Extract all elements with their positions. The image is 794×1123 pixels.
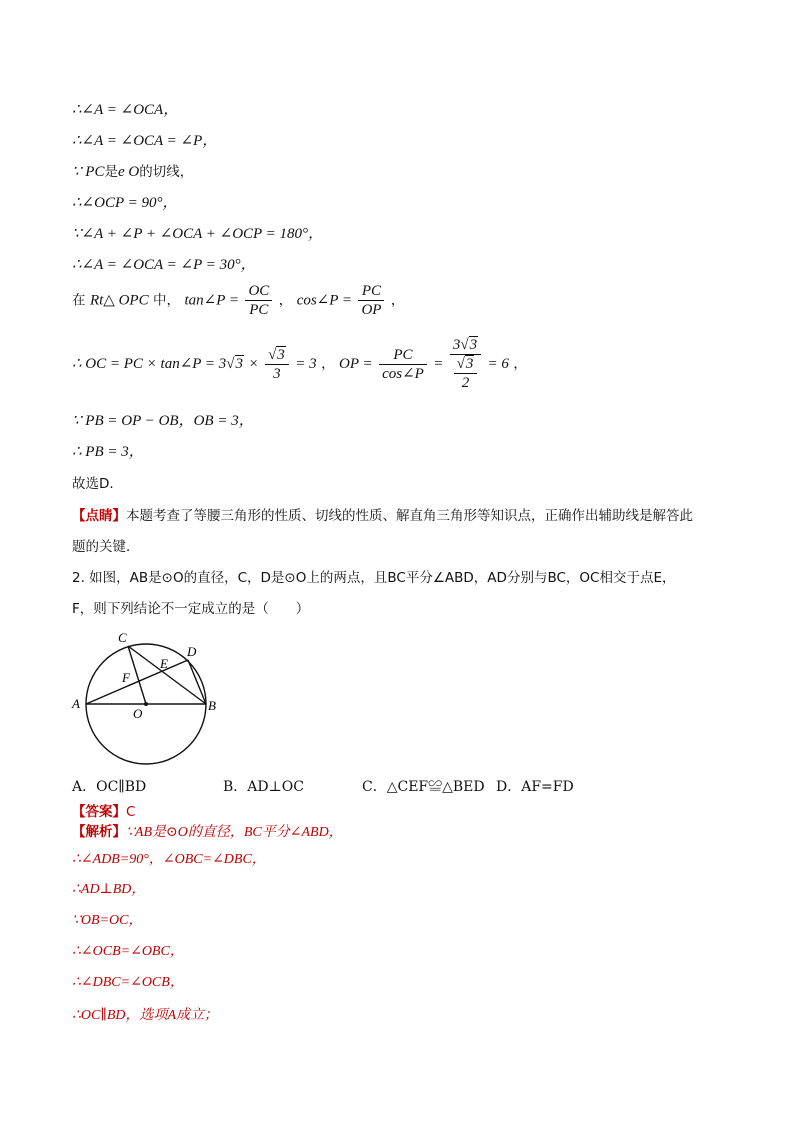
line-5: ∵∠A + ∠P + ∠OCA + ∠OCP = 180°， [72,226,324,242]
label-c: C [118,630,127,645]
answer-value: C [126,804,136,820]
label-b: B [208,698,216,713]
analysis-line-6: ∴∠DBC=∠OCB， [72,975,184,990]
answer-line [72,802,135,822]
line-11: 故选D． [72,476,123,492]
line-9: ∵ PB = OP − OB，OB = 3， [72,413,254,429]
label-f: F [122,670,130,685]
point-o [144,702,148,706]
analysis-line-1: 【解析】∵AB是⊙O的直径，BC平分∠ABD， [72,824,343,840]
line-8: ∴ OC = PC × tan∠P = 3√3 × $\frac{√3}{3}$ = 3 ， OP = $\frac{PC}{\cos\angle P}$ = $\frac{3√3}{\frac{√3}{2}}$ = 6 ， [72,337,527,391]
fraction-pc-cosp: $\frac{PC}{\cos\angle P}$ [379,346,427,383]
answer-tag: 【答案】 [72,804,126,820]
fraction-root3-3: $\frac{√3}{3}$ [265,346,289,383]
analysis-line-7: ∴OC∥BD，选项A成立； [72,1008,219,1023]
line-3: ∵ PC是e O的切线， [72,164,194,180]
line-10: ∴ PB = 3， [72,444,144,460]
line-4: ∴∠OCP = 90°， [72,195,178,211]
segment-oc [128,646,146,704]
analysis-line-4: ∵OB=OC， [72,913,143,928]
label-a: A [72,696,80,711]
comment-line-2: 题的关键． [72,539,140,555]
fraction-3root3-over-root3-2: $\frac{3√3}{\frac{√3}{2}}$ [450,336,481,392]
label-d: D [187,644,197,659]
option-d: D．AF=FD [496,779,574,795]
label-o: O [133,706,143,721]
question-2-line-2: F，则下列结论不一定成立的是（ ） [72,601,310,617]
line-1: ∴∠A = ∠OCA， [72,102,179,118]
comment-line: 【点睛】本题考查了等腰三角形的性质、切线的性质、解直角三角形等知识点，正确作出辅助线是解答此 [72,508,693,524]
option-c: C．△CEF≌△BED [362,779,485,795]
analysis-line-5: ∴∠OCB=∠OBC， [72,944,184,959]
option-a: A．OC∥BD [72,779,147,795]
analysis-tag: 【解析】 [72,824,126,840]
fraction-oc-pc: $\frac{OC}{PC}$ [245,282,272,319]
option-b: B．AD⊥OC [223,779,304,795]
line-6: ∴∠A = ∠OCA = ∠P = 30°， [72,257,256,273]
comment-tag: 【点睛】 [72,508,126,524]
segment-ad [86,660,188,704]
analysis-line-3: ∴AD⊥BD， [72,882,146,897]
fraction-pc-op: $\frac{PC}{OP}$ [358,282,384,319]
geometry-figure [60,622,230,772]
label-e: E [160,656,168,671]
analysis-line-2: ∴∠ADB=90°，∠OBC=∠DBC， [72,852,266,867]
line-7: 在 Rt△ OPC 中， tan∠P = $\frac{OC}{PC}$ ， cos∠P = $\frac{PC}{OP}$ ， [72,283,405,318]
question-2-line-1: 2. 如图，AB是⊙O的直径，C，D是⊙O上的两点，且BC平分∠ABD，AD分别与BC，OC相交于点E， [72,570,676,586]
line-2: ∴∠A = ∠OCA = ∠P， [72,133,218,149]
